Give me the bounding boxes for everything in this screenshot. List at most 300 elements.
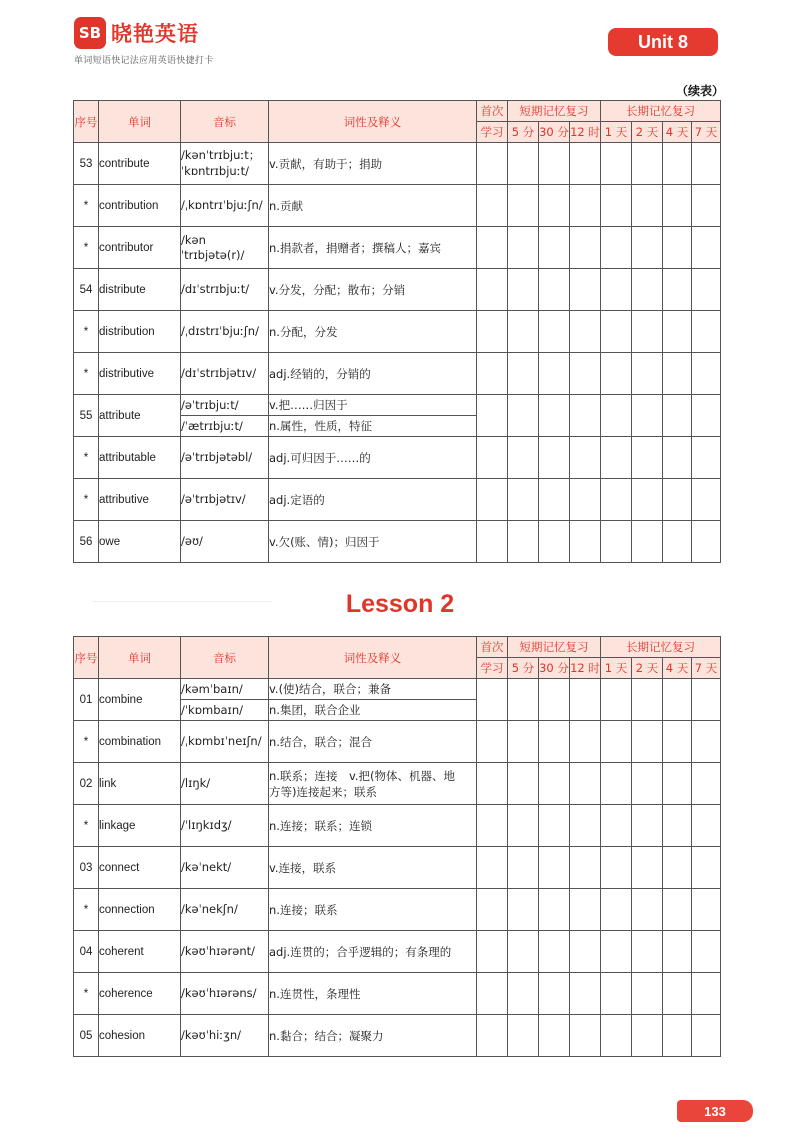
review-checkbox[interactable] <box>601 973 632 1015</box>
phonetic-line: /kəʊˈhɪərəns/ <box>181 986 257 1000</box>
lesson-title: Lesson 2 <box>345 590 455 618</box>
entry-meaning <box>269 805 477 847</box>
entry-number: 54 <box>74 269 99 311</box>
col-long-sub-header: 4 天 <box>663 122 692 143</box>
col-short-sub-header: 30 分 <box>539 658 570 679</box>
review-checkbox[interactable] <box>692 521 721 563</box>
entry-number: 03 <box>74 847 99 889</box>
review-checkbox[interactable] <box>570 847 601 889</box>
review-checkbox[interactable] <box>663 395 692 437</box>
review-checkbox[interactable] <box>632 805 663 847</box>
review-checkbox[interactable] <box>692 269 721 311</box>
review-checkbox[interactable] <box>692 1015 721 1057</box>
review-checkbox[interactable] <box>539 227 570 269</box>
review-checkbox[interactable] <box>663 721 692 763</box>
review-checkbox[interactable] <box>663 311 692 353</box>
meaning-line: n.分配，分发 <box>269 324 338 339</box>
meaning-line: n.黏合；结合；凝聚力 <box>269 1028 384 1043</box>
entry-phonetic <box>181 269 269 311</box>
entry-row <box>74 311 721 353</box>
meaning-line: n.结合，联合；混合 <box>269 734 372 749</box>
review-checkbox[interactable] <box>663 353 692 395</box>
entry-row <box>74 143 721 185</box>
review-checkbox[interactable] <box>692 227 721 269</box>
review-checkbox[interactable] <box>692 679 721 721</box>
entry-phonetic: /əˈtrɪbjuːt/ <box>181 395 269 416</box>
col-short-sub-header: 30 分 <box>539 122 570 143</box>
meaning-line: n.连接；联系 <box>269 902 338 917</box>
entry-number: * <box>74 311 99 353</box>
review-checkbox[interactable] <box>663 679 692 721</box>
review-checkbox[interactable] <box>663 227 692 269</box>
review-checkbox[interactable] <box>570 679 601 721</box>
meaning-line: 方等)连接起来；联系 <box>269 784 377 799</box>
entry-word: contribution <box>99 185 181 227</box>
entry-word: contributor <box>99 227 181 269</box>
review-checkbox[interactable] <box>601 847 632 889</box>
review-checkbox[interactable] <box>692 437 721 479</box>
phonetic-line: /əˈtrɪbjətəbl/ <box>181 450 253 464</box>
review-checkbox[interactable] <box>508 353 539 395</box>
entry-number: 55 <box>74 395 99 437</box>
brand-logo <box>74 16 199 50</box>
review-checkbox[interactable] <box>632 353 663 395</box>
col-meaning-header: 词性及释义 <box>269 637 477 679</box>
review-checkbox[interactable] <box>632 847 663 889</box>
entry-word: combination <box>99 721 181 763</box>
entry-row <box>74 269 721 311</box>
review-checkbox[interactable] <box>508 227 539 269</box>
review-checkbox[interactable] <box>601 185 632 227</box>
review-checkbox[interactable] <box>570 353 601 395</box>
review-checkbox[interactable] <box>477 889 508 931</box>
review-checkbox[interactable] <box>539 353 570 395</box>
review-checkbox[interactable] <box>570 889 601 931</box>
entry-phonetic <box>181 185 269 227</box>
review-checkbox[interactable] <box>663 143 692 185</box>
entry-number: * <box>74 437 99 479</box>
col-first-sub-header: 学习 <box>477 658 508 679</box>
meaning-line: adj.经销的，分销的 <box>269 366 371 381</box>
review-checkbox[interactable] <box>632 479 663 521</box>
entry-number: 04 <box>74 931 99 973</box>
vocab-table-1 <box>73 100 721 563</box>
review-checkbox[interactable] <box>477 143 508 185</box>
phonetic-line: /lɪŋk/ <box>181 776 211 790</box>
col-word-header: 单词 <box>99 101 181 143</box>
entry-word: link <box>99 763 181 805</box>
review-checkbox[interactable] <box>663 1015 692 1057</box>
review-checkbox[interactable] <box>632 227 663 269</box>
review-checkbox[interactable] <box>632 679 663 721</box>
review-checkbox[interactable] <box>663 185 692 227</box>
entry-row <box>74 479 721 521</box>
entry-meaning <box>269 931 477 973</box>
review-checkbox[interactable] <box>477 479 508 521</box>
entry-number: 05 <box>74 1015 99 1057</box>
entry-row <box>74 437 721 479</box>
review-checkbox[interactable] <box>632 931 663 973</box>
review-checkbox[interactable] <box>508 973 539 1015</box>
review-checkbox[interactable] <box>508 395 539 437</box>
review-checkbox[interactable] <box>539 805 570 847</box>
review-checkbox[interactable] <box>632 721 663 763</box>
review-checkbox[interactable] <box>539 311 570 353</box>
col-long-sub-header: 1 天 <box>601 658 632 679</box>
entry-number: * <box>74 353 99 395</box>
entry-meaning <box>269 353 477 395</box>
review-checkbox[interactable] <box>692 931 721 973</box>
entry-meaning <box>269 521 477 563</box>
entry-meaning <box>269 1015 477 1057</box>
review-checkbox[interactable] <box>570 395 601 437</box>
review-checkbox[interactable] <box>477 1015 508 1057</box>
entry-row <box>74 521 721 563</box>
entry-phonetic <box>181 847 269 889</box>
phonetic-line: /dɪˈstrɪbjuːt/ <box>181 282 250 296</box>
entry-meaning <box>269 185 477 227</box>
review-checkbox[interactable] <box>508 521 539 563</box>
review-checkbox[interactable] <box>477 973 508 1015</box>
col-short-sub-header: 12 时 <box>570 122 601 143</box>
review-checkbox[interactable] <box>601 763 632 805</box>
review-checkbox[interactable] <box>477 721 508 763</box>
phonetic-line: /kəˈnekʃn/ <box>181 902 238 916</box>
review-checkbox[interactable] <box>477 311 508 353</box>
meaning-line: n.连贯性，条理性 <box>269 986 361 1001</box>
review-checkbox[interactable] <box>508 889 539 931</box>
entry-meaning <box>269 437 477 479</box>
entry-meaning <box>269 763 477 805</box>
entry-word: coherence <box>99 973 181 1015</box>
entry-meaning <box>269 269 477 311</box>
review-checkbox[interactable] <box>601 395 632 437</box>
review-checkbox[interactable] <box>632 269 663 311</box>
review-checkbox[interactable] <box>477 227 508 269</box>
review-checkbox[interactable] <box>601 721 632 763</box>
entry-number: * <box>74 479 99 521</box>
col-long-sub-header: 1 天 <box>601 122 632 143</box>
review-checkbox[interactable] <box>570 721 601 763</box>
review-checkbox[interactable] <box>601 269 632 311</box>
review-checkbox[interactable] <box>539 437 570 479</box>
review-checkbox[interactable] <box>601 805 632 847</box>
review-checkbox[interactable] <box>570 763 601 805</box>
entry-phonetic <box>181 1015 269 1057</box>
review-checkbox[interactable] <box>632 311 663 353</box>
review-checkbox[interactable] <box>539 931 570 973</box>
entry-word: distribution <box>99 311 181 353</box>
review-checkbox[interactable] <box>539 395 570 437</box>
review-checkbox[interactable] <box>539 721 570 763</box>
entry-phonetic <box>181 227 269 269</box>
entry-word: distributive <box>99 353 181 395</box>
entry-meaning <box>269 973 477 1015</box>
review-checkbox[interactable] <box>692 721 721 763</box>
col-num-header: 序号 <box>74 101 99 143</box>
entry-number: 53 <box>74 143 99 185</box>
review-checkbox[interactable] <box>508 931 539 973</box>
review-checkbox[interactable] <box>508 763 539 805</box>
review-checkbox[interactable] <box>570 143 601 185</box>
entry-phonetic <box>181 479 269 521</box>
entry-row <box>74 227 721 269</box>
phonetic-line: /ˌdɪstrɪˈbjuːʃn/ <box>181 324 259 338</box>
meaning-line: adj.连贯的；合乎逻辑的；有条理的 <box>269 944 452 959</box>
phonetic-line: ˈkɒntrɪbjuːt/ <box>181 164 249 178</box>
review-checkbox[interactable] <box>692 311 721 353</box>
review-checkbox[interactable] <box>570 973 601 1015</box>
col-long-review-header: 长期记忆复习 <box>601 101 721 122</box>
review-checkbox[interactable] <box>663 931 692 973</box>
review-checkbox[interactable] <box>601 521 632 563</box>
entry-row <box>74 805 721 847</box>
entry-row <box>74 1015 721 1057</box>
entry-meaning: n.属性，性质，特征 <box>269 416 477 437</box>
entry-phonetic <box>181 931 269 973</box>
review-checkbox[interactable] <box>539 679 570 721</box>
review-checkbox[interactable] <box>508 437 539 479</box>
vocab-table-2 <box>73 636 721 1057</box>
review-checkbox[interactable] <box>477 847 508 889</box>
entry-phonetic: /ˈkɒmbaɪn/ <box>181 700 269 721</box>
review-checkbox[interactable] <box>477 805 508 847</box>
review-checkbox[interactable] <box>508 269 539 311</box>
review-checkbox[interactable] <box>663 805 692 847</box>
col-long-sub-header: 4 天 <box>663 658 692 679</box>
review-checkbox[interactable] <box>477 269 508 311</box>
review-checkbox[interactable] <box>663 479 692 521</box>
review-checkbox[interactable] <box>539 143 570 185</box>
meaning-line: v.分发，分配；散布；分销 <box>269 282 406 297</box>
review-checkbox[interactable] <box>601 353 632 395</box>
review-checkbox[interactable] <box>570 805 601 847</box>
entry-row <box>74 889 721 931</box>
review-checkbox[interactable] <box>508 679 539 721</box>
entry-number: * <box>74 227 99 269</box>
review-checkbox[interactable] <box>632 185 663 227</box>
review-checkbox[interactable] <box>477 763 508 805</box>
review-checkbox[interactable] <box>477 395 508 437</box>
review-checkbox[interactable] <box>663 269 692 311</box>
review-checkbox[interactable] <box>570 185 601 227</box>
review-checkbox[interactable] <box>539 521 570 563</box>
review-checkbox[interactable] <box>539 479 570 521</box>
entry-phonetic <box>181 889 269 931</box>
review-checkbox[interactable] <box>539 973 570 1015</box>
review-checkbox[interactable] <box>508 721 539 763</box>
review-checkbox[interactable] <box>692 847 721 889</box>
phonetic-line: /əˈtrɪbjətɪv/ <box>181 492 246 506</box>
phonetic-line: /ˈlɪŋkɪdʒ/ <box>181 818 232 832</box>
review-checkbox[interactable] <box>570 311 601 353</box>
brand-slogan: 单词短语快记法应用英语快捷打卡 <box>74 56 214 66</box>
review-checkbox[interactable] <box>663 973 692 1015</box>
entry-word: coherent <box>99 931 181 973</box>
entry-phonetic <box>181 763 269 805</box>
review-checkbox[interactable] <box>570 521 601 563</box>
review-checkbox[interactable] <box>692 763 721 805</box>
review-checkbox[interactable] <box>539 1015 570 1057</box>
entry-word: cohesion <box>99 1015 181 1057</box>
review-checkbox[interactable] <box>601 479 632 521</box>
col-phonetic-header: 音标 <box>181 637 269 679</box>
review-checkbox[interactable] <box>692 889 721 931</box>
review-checkbox[interactable] <box>539 763 570 805</box>
review-checkbox[interactable] <box>570 931 601 973</box>
col-first-header: 首次 <box>477 637 508 658</box>
meaning-line: v.连接，联系 <box>269 860 337 875</box>
col-long-sub-header: 2 天 <box>632 122 663 143</box>
entry-meaning <box>269 311 477 353</box>
review-checkbox[interactable] <box>601 143 632 185</box>
review-checkbox[interactable] <box>477 679 508 721</box>
entry-row <box>74 679 721 700</box>
unit-badge: Unit 8 <box>608 28 718 56</box>
review-checkbox[interactable] <box>663 889 692 931</box>
meaning-line: v.欠(账、情)；归因于 <box>269 534 380 549</box>
entry-word: attributable <box>99 437 181 479</box>
review-checkbox[interactable] <box>508 311 539 353</box>
review-checkbox[interactable] <box>663 847 692 889</box>
review-checkbox[interactable] <box>508 143 539 185</box>
entry-number: * <box>74 805 99 847</box>
review-checkbox[interactable] <box>692 805 721 847</box>
review-checkbox[interactable] <box>692 353 721 395</box>
entry-row <box>74 973 721 1015</box>
review-checkbox[interactable] <box>508 847 539 889</box>
review-checkbox[interactable] <box>601 1015 632 1057</box>
review-checkbox[interactable] <box>663 437 692 479</box>
entry-number: 02 <box>74 763 99 805</box>
phonetic-line: /kənˈtrɪbjuːt； <box>181 148 261 162</box>
entry-number: * <box>74 973 99 1015</box>
review-checkbox[interactable] <box>477 931 508 973</box>
review-checkbox[interactable] <box>692 395 721 437</box>
review-checkbox[interactable] <box>477 437 508 479</box>
review-checkbox[interactable] <box>539 269 570 311</box>
review-checkbox[interactable] <box>692 185 721 227</box>
review-checkbox[interactable] <box>632 889 663 931</box>
entry-meaning <box>269 227 477 269</box>
col-long-sub-header: 2 天 <box>632 658 663 679</box>
entry-phonetic: /ˈætrɪbjuːt/ <box>181 416 269 437</box>
review-checkbox[interactable] <box>663 521 692 563</box>
continued-note: （续表） <box>676 84 725 98</box>
review-checkbox[interactable] <box>601 437 632 479</box>
entry-row <box>74 721 721 763</box>
meaning-line: n.连接；联系；连锁 <box>269 818 372 833</box>
col-meaning-header: 词性及释义 <box>269 101 477 143</box>
entry-meaning <box>269 143 477 185</box>
meaning-line: v.贡献，有助于；捐助 <box>269 156 383 171</box>
entry-number: * <box>74 185 99 227</box>
phonetic-line: /dɪˈstrɪbjətɪv/ <box>181 366 257 380</box>
review-checkbox[interactable] <box>632 437 663 479</box>
review-checkbox[interactable] <box>632 763 663 805</box>
entry-phonetic <box>181 437 269 479</box>
review-checkbox[interactable] <box>601 931 632 973</box>
col-short-sub-header: 5 分 <box>508 658 539 679</box>
entry-meaning: n.集团，联合企业 <box>269 700 477 721</box>
entry-phonetic <box>181 353 269 395</box>
review-checkbox[interactable] <box>539 185 570 227</box>
phonetic-line: /kəʊˈhiːʒn/ <box>181 1028 242 1042</box>
review-checkbox[interactable] <box>632 395 663 437</box>
review-checkbox[interactable] <box>570 479 601 521</box>
col-phonetic-header: 音标 <box>181 101 269 143</box>
entry-row <box>74 847 721 889</box>
review-checkbox[interactable] <box>539 889 570 931</box>
entry-number: 56 <box>74 521 99 563</box>
entry-word: owe <box>99 521 181 563</box>
review-checkbox[interactable] <box>663 763 692 805</box>
entry-row <box>74 931 721 973</box>
review-checkbox[interactable] <box>601 227 632 269</box>
entry-row <box>74 185 721 227</box>
review-checkbox[interactable] <box>508 805 539 847</box>
entry-meaning: v.(使)结合，联合；兼备 <box>269 679 477 700</box>
review-checkbox[interactable] <box>632 973 663 1015</box>
review-checkbox[interactable] <box>632 143 663 185</box>
entry-phonetic <box>181 143 269 185</box>
review-checkbox[interactable] <box>601 679 632 721</box>
entry-word: combine <box>99 679 181 721</box>
review-checkbox[interactable] <box>508 479 539 521</box>
review-checkbox[interactable] <box>692 973 721 1015</box>
meaning-line: n.联系；连接 v.把(物体、机器、地 <box>269 768 455 783</box>
review-checkbox[interactable] <box>477 353 508 395</box>
review-checkbox[interactable] <box>692 143 721 185</box>
col-short-review-header: 短期记忆复习 <box>508 637 601 658</box>
entry-word: distribute <box>99 269 181 311</box>
entry-meaning <box>269 847 477 889</box>
review-checkbox[interactable] <box>632 521 663 563</box>
review-checkbox[interactable] <box>539 847 570 889</box>
entry-word: connection <box>99 889 181 931</box>
review-checkbox[interactable] <box>601 311 632 353</box>
review-checkbox[interactable] <box>570 437 601 479</box>
logo-icon: SB <box>74 17 106 49</box>
review-checkbox[interactable] <box>570 1015 601 1057</box>
entry-word: attributive <box>99 479 181 521</box>
review-checkbox[interactable] <box>692 479 721 521</box>
review-checkbox[interactable] <box>477 185 508 227</box>
phonetic-line: /kəʊˈhɪərənt/ <box>181 944 255 958</box>
review-checkbox[interactable] <box>570 227 601 269</box>
phonetic-line: /kənˈtrɪbjətə(r)/ <box>181 232 245 262</box>
review-checkbox[interactable] <box>632 1015 663 1057</box>
col-first-sub-header: 学习 <box>477 122 508 143</box>
entry-meaning <box>269 479 477 521</box>
review-checkbox[interactable] <box>508 1015 539 1057</box>
review-checkbox[interactable] <box>570 269 601 311</box>
col-short-review-header: 短期记忆复习 <box>508 101 601 122</box>
entry-word: linkage <box>99 805 181 847</box>
brand-name: 晓艳英语 <box>111 22 199 46</box>
entry-row <box>74 395 721 416</box>
review-checkbox[interactable] <box>601 889 632 931</box>
entry-number: * <box>74 721 99 763</box>
entry-word: connect <box>99 847 181 889</box>
entry-row <box>74 353 721 395</box>
col-short-sub-header: 12 时 <box>570 658 601 679</box>
review-checkbox[interactable] <box>477 521 508 563</box>
entry-word: attribute <box>99 395 181 437</box>
meaning-line: n.贡献 <box>269 198 303 213</box>
review-checkbox[interactable] <box>508 185 539 227</box>
col-long-review-header: 长期记忆复习 <box>601 637 721 658</box>
